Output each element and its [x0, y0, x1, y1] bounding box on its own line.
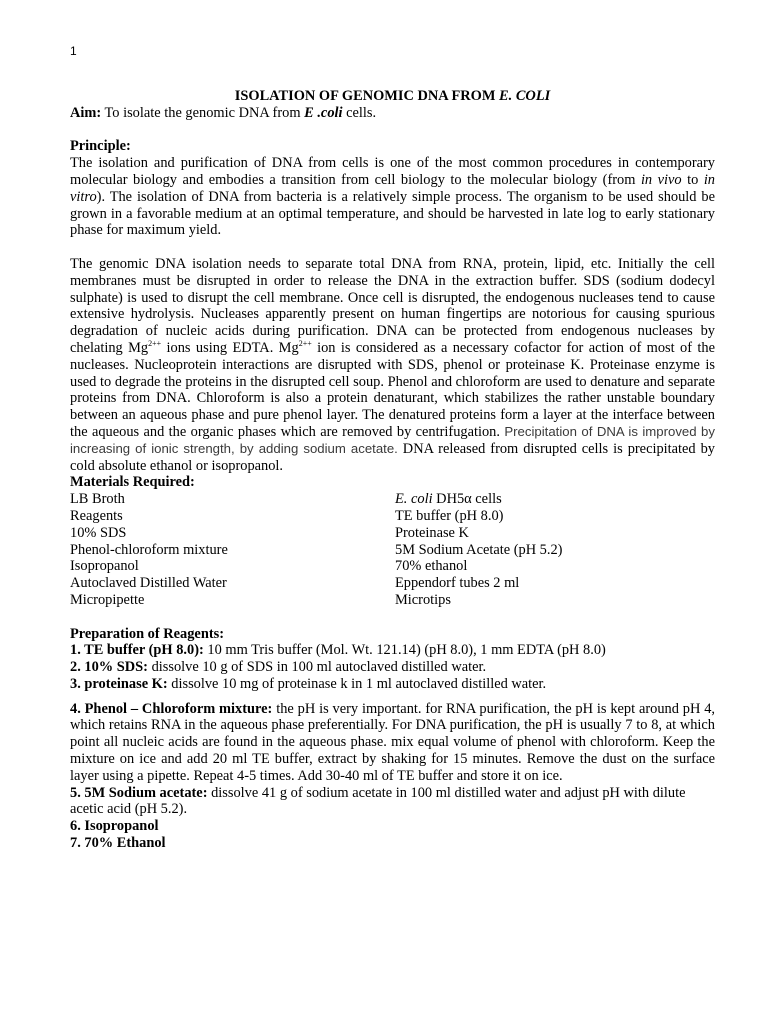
list-item: Proteinase K [395, 524, 469, 541]
list-item: Reagents [70, 507, 123, 524]
document-body [70, 88, 715, 852]
prep-item-proteinase: 3. proteinase K: dissolve 10 mg of proteinase k in 1 ml autoclaved distilled water. [70, 675, 547, 692]
list-item: E. coli DH5α cells [395, 491, 502, 508]
page-title: ISOLATION OF GENOMIC DNA FROM E. COLI [234, 88, 551, 104]
list-item: Micropipette [70, 591, 145, 608]
list-item: 5M Sodium Acetate (pH 5.2) [395, 541, 563, 558]
aim: Aim: To isolate the genomic DNA from E .coli cells. [70, 104, 377, 121]
prep-item-sds: 2. 10% SDS: dissolve 10 g of SDS in 100 ml autoclaved distilled water. [70, 659, 487, 676]
principle-paragraph-2: The genomic DNA isolation needs to separate total DNA from RNA, protein, lipid, etc. Initially the cell membranes must be disrupted in order to release the DNA in the extraction buffer. SDS (sodium dodecyl sulphate) is used to disrupt the cell membrane. Once cell is disrupted, the endogenous nucleases tend to cause extensive hydrolysis. Nucleases apparently present on human fingertips are notorious for causing spurious degradation of nucleic acids during purification. DNA can be protected from endogenous nucleases by chelating $Mg^{2++}$ ions using EDTA. $Mg^{2++}$ ion is considered as a necessary cofactor for action of most of the nucleases. Nucleoprotein interactions are disrupted with SDS, phenol or proteinase K. Proteinase enzyme is used to degrade the proteins in the disrupted cell soup. Phenol and chloroform are used to denature and separate proteins from DNA. Chloroform is also a protein denaturant, which stabilizes the rather unstable boundary between an aqueous phase and pure phenol layer. The denatured proteins form a layer at the interface between the aqueous and the organic phases which are removed by centrifugation. Precipitation of DNA is improved by increasing of ionic strength, by adding sodium acetate. DNA released from disrupted cells is precipitated by cold absolute ethanol or isopropanol. [70, 255, 715, 474]
preparation-heading: Preparation of Reagents: [70, 625, 225, 642]
list-item: Eppendorf tubes 2 ml [395, 575, 520, 592]
prep-item-te-buffer: 1. TE buffer (pH 8.0): 10 mm Tris buffer (Mol. Wt. 121.14) (pH 8.0), 1 mm EDTA (pH 8.0) [70, 642, 606, 659]
list-item: 10% SDS [70, 524, 127, 541]
page-number: 1 [70, 44, 77, 58]
materials-heading: Materials Required: [70, 474, 195, 491]
list-item: Autoclaved Distilled Water [70, 575, 227, 592]
principle-paragraph-1: The isolation and purification of DNA from cells is one of the most common procedures in contemporary molecular biology and embodies a transition from cell biology to the molecular biology (from in vivo to in vitro). The isolation of DNA from bacteria is a relatively simple process. The organism to be used should be grown in a favorable medium at an optimal temperature, and should be harvested in late log to early stationary phase for maximum yield. [70, 155, 716, 239]
list-item: 70% ethanol [395, 558, 468, 575]
principle-heading: Principle: [70, 138, 131, 155]
list-item: TE buffer (pH 8.0) [395, 507, 504, 524]
prep-item-sodium-acetate: 5. 5M Sodium acetate: dissolve 41 g of sodium acetate in 100 ml distilled water and adjust pH with dilute acetic acid (pH 5.2). [70, 784, 686, 818]
list-item: Microtips [395, 591, 451, 608]
prep-item-isopropanol: 6. Isopropanol [70, 818, 159, 835]
prep-item-ethanol: 7. 70% Ethanol [70, 835, 166, 852]
prep-item-phenol-chloroform: 4. Phenol – Chloroform mixture: the pH is very important. for RNA purification, the pH is kept around pH 4, which retains RNA in the aqueous phase preferentially. For DNA purification, the pH is usually 7 to 8, at which point all nucleic acids are found in the aqueous phase. mix equal volume of phenol with chloroform. Keep the mixture on ice and add 20 ml TE buffer, extract by shaking for 15 minutes. Remove the dust on the surface layer using a pipette. Repeat 4-5 times. Add 30-40 ml of TE buffer and store it on ice. [70, 700, 715, 784]
list-item: Phenol-chloroform mixture [70, 541, 228, 558]
list-item: LB Broth [70, 491, 125, 508]
materials-list [70, 491, 715, 609]
list-item: Isopropanol [70, 558, 139, 575]
